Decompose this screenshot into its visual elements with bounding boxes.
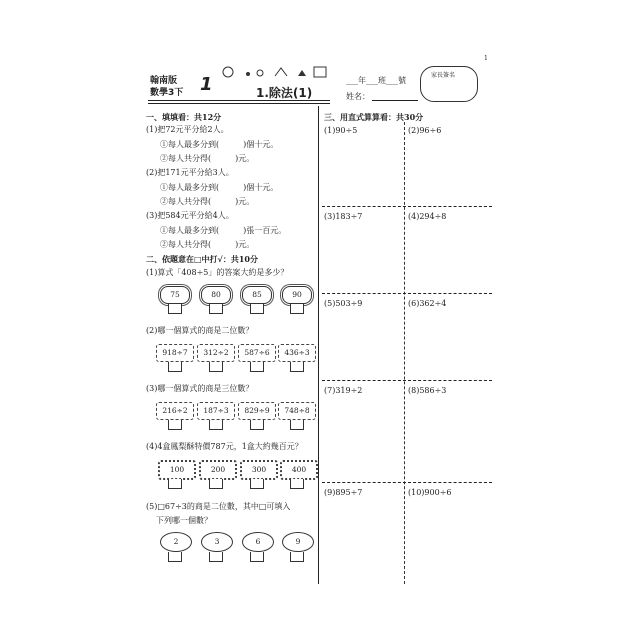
cartoon-decoration-icon: [220, 64, 330, 80]
check-box[interactable]: [168, 304, 182, 314]
s2-q1-option: 90: [282, 286, 312, 304]
s1-q3-a: ①每人最多分到( )張一百元。: [160, 226, 287, 235]
check-box[interactable]: [290, 362, 304, 372]
s1-q3: (3)把584元平分給4人。: [146, 211, 234, 220]
check-box[interactable]: [290, 552, 304, 562]
s1-q2-a: ①每人最多分到( )個十元。: [160, 183, 279, 192]
s2-q2: (2)哪一個算式的商是二位數？: [146, 326, 254, 335]
problem-1: (1)90÷5: [324, 126, 358, 135]
problem-9: (9)895÷7: [324, 488, 363, 497]
problem-4: (4)294÷8: [408, 212, 447, 221]
s2-q5-option: 2: [160, 532, 192, 552]
s2-q4: (4)4盒鳳梨酥特價787元，1盒大約幾百元？: [146, 442, 303, 451]
s2-q3: (3)哪一個算式的商是三位數？: [146, 384, 254, 393]
check-box[interactable]: [168, 479, 182, 489]
s2-q1-option: 80: [201, 286, 231, 304]
unit-number: 1: [200, 74, 213, 95]
check-box[interactable]: [290, 420, 304, 430]
s2-q5-option: 3: [201, 532, 233, 552]
s2-q2-option: 312÷2: [197, 344, 235, 362]
check-box[interactable]: [168, 552, 182, 562]
s2-q3-option: 216÷2: [156, 402, 194, 420]
s2-q4-option: 400: [280, 460, 318, 480]
check-box[interactable]: [250, 304, 264, 314]
s1-q3-b: ②每人共分得( )元。: [160, 240, 255, 249]
s2-q3-option: 748÷8: [278, 402, 316, 420]
s2-q1-option: 75: [160, 286, 190, 304]
check-box[interactable]: [168, 362, 182, 372]
check-box[interactable]: [209, 479, 223, 489]
column-divider-dashed: [404, 122, 405, 584]
s2-q2-option: 918÷7: [156, 344, 194, 362]
grade-label: 數學3下: [150, 88, 184, 98]
s2-q4-option: 200: [199, 460, 237, 480]
s2-q1: (1)算式「408÷5」的答案大約是多少？: [146, 268, 289, 277]
unit-title: 1.除法(1): [256, 86, 313, 100]
check-box[interactable]: [209, 362, 223, 372]
problem-7: (7)319÷2: [324, 386, 363, 395]
s2-q5-option: 6: [242, 532, 274, 552]
s2-q1-option: 85: [242, 286, 272, 304]
s2-q5: (5)□67÷3的商是二位數，其中□可填入: [146, 502, 291, 511]
section1-title: 一、填填看：共12分: [146, 112, 222, 122]
s1-q1-b: ②每人共分得( )元。: [160, 154, 255, 163]
s2-q5-option: 9: [282, 532, 314, 552]
s2-q2-option: 587÷6: [238, 344, 276, 362]
check-box[interactable]: [250, 362, 264, 372]
s2-q4-option: 300: [240, 460, 278, 480]
section2-title: 二、依題意在□中打√：共10分: [146, 254, 258, 264]
s2-q4-option: 100: [158, 460, 196, 480]
problem-8: (8)586÷3: [408, 386, 447, 395]
check-box[interactable]: [168, 420, 182, 430]
check-box[interactable]: [250, 420, 264, 430]
s2-q5-cont: 下列哪一個數？: [156, 516, 212, 525]
problem-5: (5)503÷9: [324, 299, 363, 308]
check-box[interactable]: [209, 552, 223, 562]
score-box: [420, 66, 478, 102]
problem-3: (3)183÷7: [324, 212, 363, 221]
problem-6: (6)362÷4: [408, 299, 447, 308]
score-label: 家長簽名: [431, 72, 456, 79]
check-box[interactable]: [290, 479, 304, 489]
check-box[interactable]: [209, 304, 223, 314]
check-box[interactable]: [209, 420, 223, 430]
page-mark: 1: [484, 55, 488, 62]
name-label: 姓名：: [346, 92, 370, 101]
problem-10: (10)900÷6: [408, 488, 452, 497]
check-box[interactable]: [250, 479, 264, 489]
s1-q1: (1)把72元平分給2人。: [146, 125, 229, 134]
problem-2: (2)96÷6: [408, 126, 442, 135]
s2-q3-option: 187÷3: [197, 402, 235, 420]
check-box[interactable]: [250, 552, 264, 562]
publisher-label: 翰南版: [150, 76, 178, 86]
s2-q2-option: 436÷3: [278, 344, 316, 362]
s1-q1-a: ①每人最多分到( )個十元。: [160, 140, 279, 149]
class-seat-line: ___年___班___號: [346, 76, 406, 85]
s1-q2: (2)把171元平分給3人。: [146, 168, 234, 177]
check-box[interactable]: [290, 304, 304, 314]
section3-title: 三、用直式算算看：共30分: [324, 112, 424, 122]
s2-q3-option: 829÷9: [238, 402, 276, 420]
s1-q2-b: ②每人共分得( )元。: [160, 197, 255, 206]
